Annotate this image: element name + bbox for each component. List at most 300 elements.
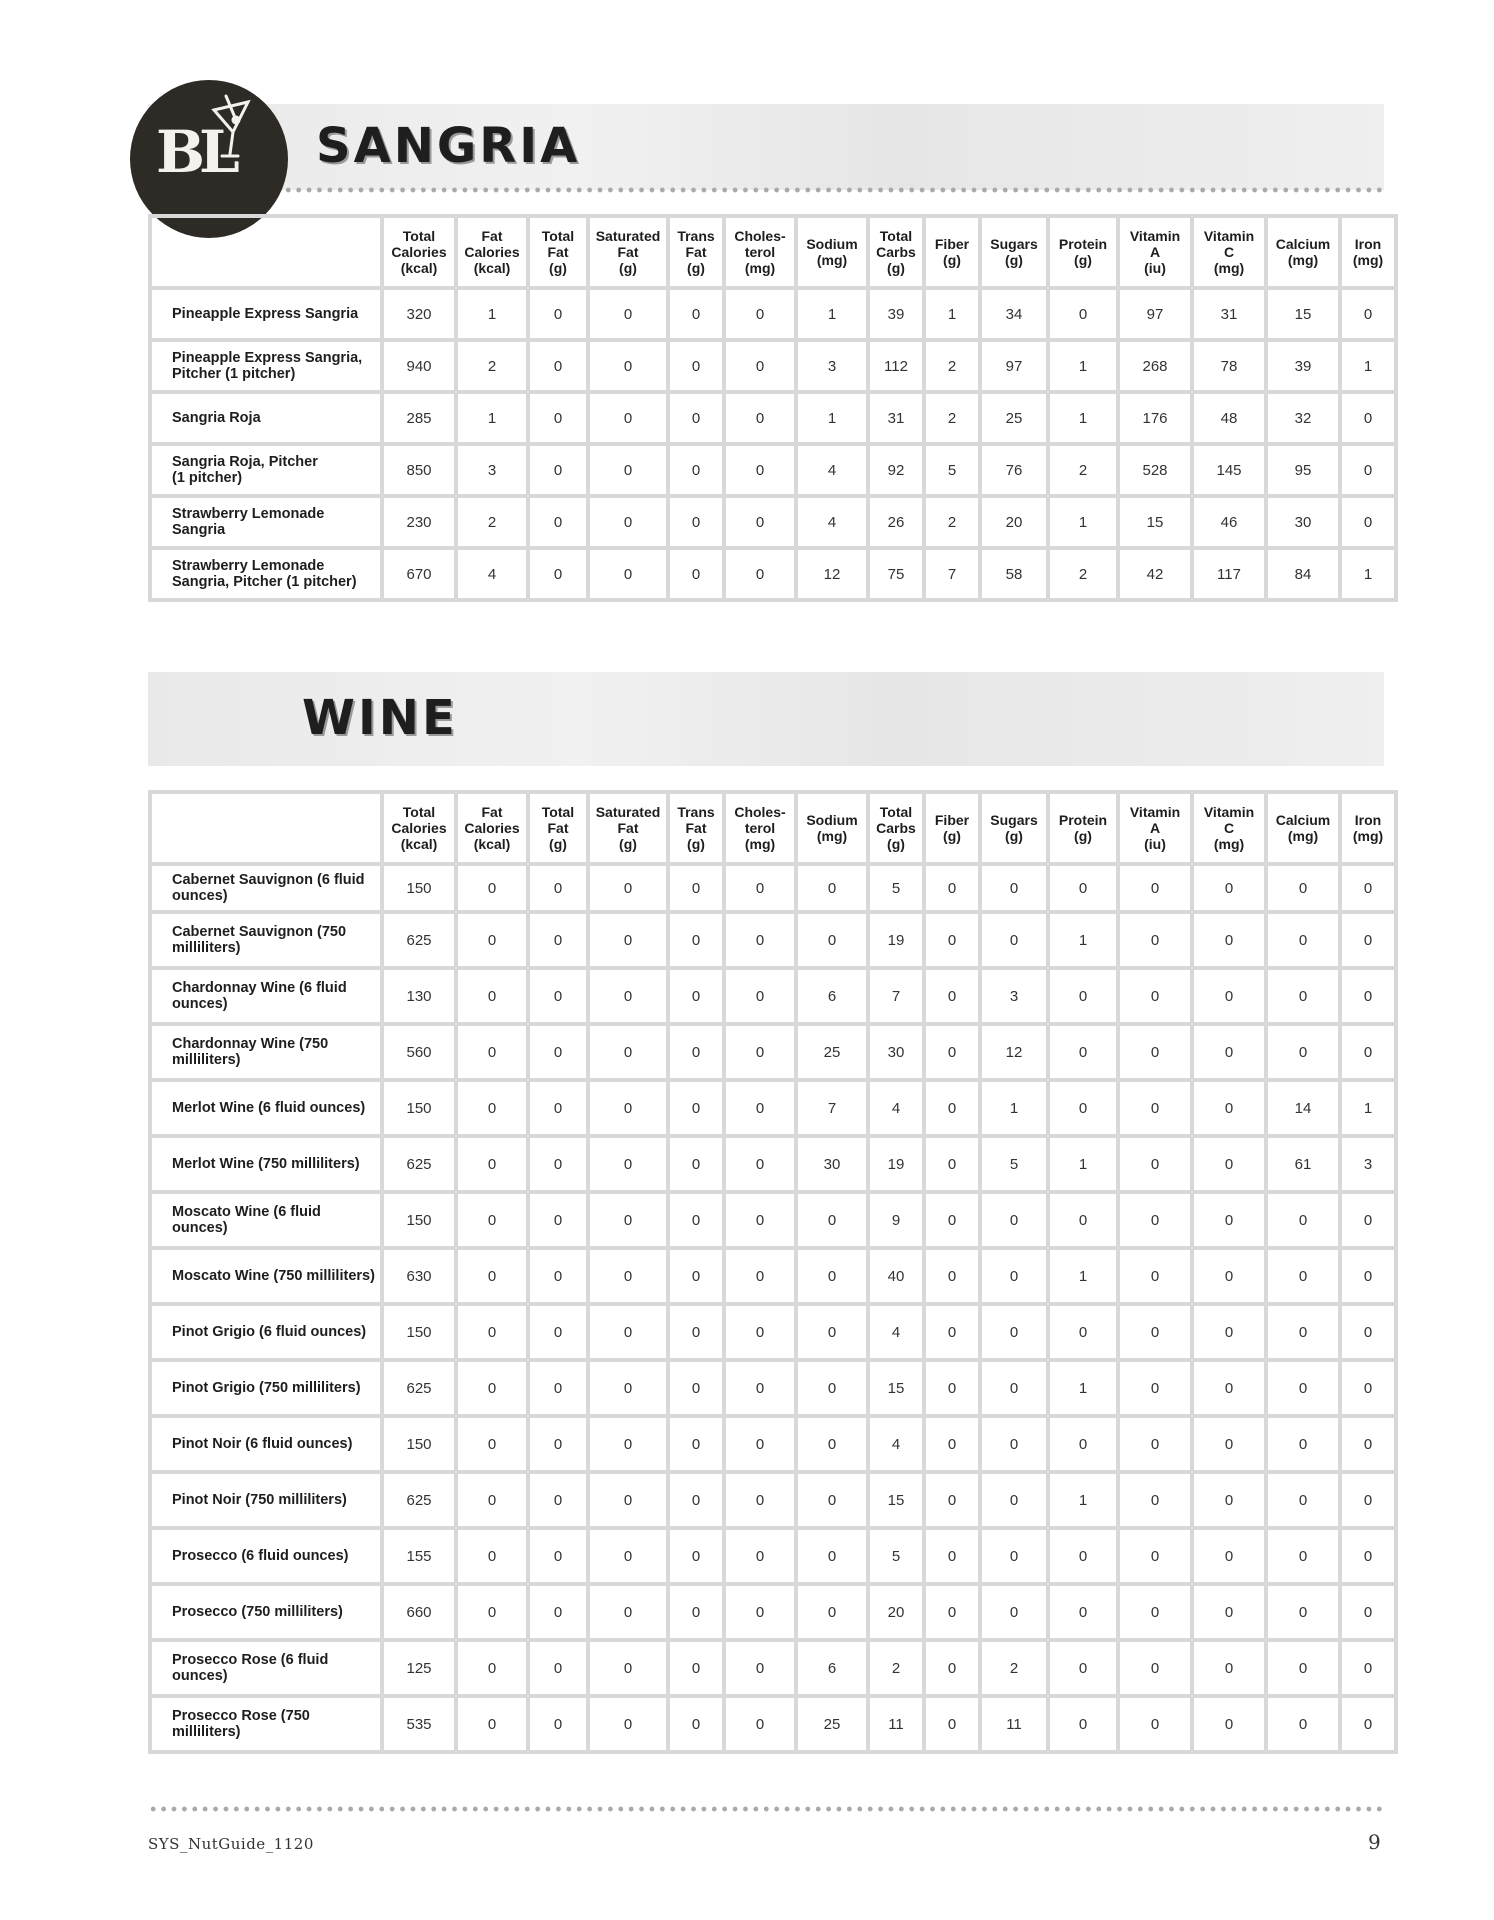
nutrient-value: 150 [382, 864, 456, 912]
nutrient-value: 285 [382, 392, 456, 444]
nutrient-value: 0 [980, 912, 1048, 968]
nutrient-value: 0 [1340, 1248, 1396, 1304]
nutrient-value: 26 [868, 496, 924, 548]
nutrient-value: 0 [980, 1360, 1048, 1416]
nutrient-value: 0 [1118, 1080, 1192, 1136]
nutrient-value: 30 [796, 1136, 868, 1192]
nutrient-value: 1 [456, 288, 528, 340]
nutrient-value: 0 [1118, 1192, 1192, 1248]
nutrient-value: 40 [868, 1248, 924, 1304]
nutrient-value: 0 [1266, 1360, 1340, 1416]
nutrient-value: 2 [924, 392, 980, 444]
nutrient-value: 0 [456, 1528, 528, 1584]
table-row [150, 1472, 1396, 1528]
nutrient-value: 4 [868, 1304, 924, 1360]
nutrient-value: 0 [528, 1696, 588, 1752]
nutrient-value: 0 [588, 392, 668, 444]
table-row [150, 1304, 1396, 1360]
item-column-header [150, 792, 382, 864]
nutrient-value: 0 [1048, 1080, 1118, 1136]
nutrient-value: 4 [868, 1416, 924, 1472]
nutrient-value: 176 [1118, 392, 1192, 444]
nutrient-value: 0 [1340, 1696, 1396, 1752]
nutrient-value: 32 [1266, 392, 1340, 444]
nutrient-value: 39 [868, 288, 924, 340]
nutrient-value: 0 [668, 1584, 724, 1640]
nutrient-value: 0 [1192, 968, 1266, 1024]
nutrient-value: 0 [1266, 1584, 1340, 1640]
nutrient-value: 7 [868, 968, 924, 1024]
nutrient-value: 0 [528, 392, 588, 444]
nutrient-value: 0 [1048, 1584, 1118, 1640]
table-row [150, 1528, 1396, 1584]
nutrient-value: 1 [1048, 1360, 1118, 1416]
nutrient-value: 0 [796, 1416, 868, 1472]
nutrient-value: 0 [796, 1584, 868, 1640]
nutrient-value: 0 [1192, 1248, 1266, 1304]
nutrient-value: 0 [456, 1248, 528, 1304]
nutrient-value: 0 [1340, 968, 1396, 1024]
nutrient-value: 0 [924, 1584, 980, 1640]
sangria-dotted-divider [148, 187, 1384, 193]
nutrient-value: 0 [1192, 1080, 1266, 1136]
nutrient-value: 0 [668, 1248, 724, 1304]
nutrient-value: 0 [796, 1528, 868, 1584]
nutrient-value: 15 [1118, 496, 1192, 548]
nutrient-value: 0 [724, 1472, 796, 1528]
nutrient-value: 48 [1192, 392, 1266, 444]
table-row [150, 1136, 1396, 1192]
nutrient-value: 0 [668, 864, 724, 912]
item-name: Sangria Roja [150, 392, 382, 444]
nutrient-value: 0 [668, 1640, 724, 1696]
nutrient-value: 0 [528, 496, 588, 548]
nutrient-value: 0 [796, 1192, 868, 1248]
nutrient-value: 0 [980, 1248, 1048, 1304]
nutrient-value: 1 [1048, 340, 1118, 392]
nutrient-value: 0 [668, 1416, 724, 1472]
nutrient-value: 3 [796, 340, 868, 392]
nutrient-value: 0 [588, 1248, 668, 1304]
nutrient-value: 61 [1266, 1136, 1340, 1192]
nutrient-value: 0 [980, 1584, 1048, 1640]
wine-banner [148, 672, 1384, 766]
nutrient-value: 0 [1048, 968, 1118, 1024]
nutrient-value: 15 [868, 1472, 924, 1528]
nutrient-value: 31 [1192, 288, 1266, 340]
nutrient-value: 0 [796, 1360, 868, 1416]
nutrient-value: 0 [456, 1584, 528, 1640]
nutrient-value: 0 [924, 864, 980, 912]
nutrient-value: 670 [382, 548, 456, 600]
nutrient-value: 0 [528, 1416, 588, 1472]
table-row [150, 1080, 1396, 1136]
nutrient-value: 0 [724, 340, 796, 392]
nutrient-value: 0 [724, 1304, 796, 1360]
nutrient-value: 0 [724, 1416, 796, 1472]
nutrient-value: 0 [1266, 1528, 1340, 1584]
nutrient-value: 0 [980, 864, 1048, 912]
nutrient-value: 5 [868, 1528, 924, 1584]
nutrient-value: 0 [668, 1192, 724, 1248]
nutrient-value: 125 [382, 1640, 456, 1696]
nutrient-value: 0 [668, 1080, 724, 1136]
nutrient-value: 0 [528, 1080, 588, 1136]
table-row [150, 288, 1396, 340]
nutrient-value: 97 [980, 340, 1048, 392]
table-row [150, 968, 1396, 1024]
nutrient-value: 0 [1266, 1472, 1340, 1528]
nutrient-value: 75 [868, 548, 924, 600]
nutrient-value: 0 [1118, 1696, 1192, 1752]
nutrient-value: 0 [528, 1528, 588, 1584]
nutrient-value: 0 [924, 1696, 980, 1752]
nutrient-value: 0 [924, 1192, 980, 1248]
nutrient-value: 0 [528, 1192, 588, 1248]
nutrient-value: 0 [1192, 1304, 1266, 1360]
nutrient-value: 0 [1118, 968, 1192, 1024]
nutrient-value: 97 [1118, 288, 1192, 340]
nutrient-value: 1 [1048, 496, 1118, 548]
nutrient-value: 5 [980, 1136, 1048, 1192]
item-name: Cabernet Sauvignon (750 milliliters) [150, 912, 382, 968]
column-header: Fiber (g) [924, 792, 980, 864]
nutrient-value: 0 [1048, 1528, 1118, 1584]
nutrient-value: 150 [382, 1192, 456, 1248]
item-name: Strawberry Lemonade Sangria [150, 496, 382, 548]
nutrient-value: 0 [456, 1360, 528, 1416]
column-header: Calcium (mg) [1266, 216, 1340, 288]
column-header: Sugars (g) [980, 792, 1048, 864]
nutrient-value: 0 [668, 1528, 724, 1584]
nutrient-value: 0 [528, 1360, 588, 1416]
nutrient-value: 0 [1118, 1528, 1192, 1584]
sangria-nutrition-table [148, 214, 1398, 602]
item-name: Pinot Grigio (6 fluid ounces) [150, 1304, 382, 1360]
nutrient-value: 0 [1118, 1304, 1192, 1360]
nutrient-value: 0 [588, 1192, 668, 1248]
nutrient-value: 0 [456, 1640, 528, 1696]
nutrient-value: 0 [1118, 1584, 1192, 1640]
nutrient-value: 0 [1340, 864, 1396, 912]
nutrient-value: 0 [588, 288, 668, 340]
table-row [150, 1640, 1396, 1696]
nutrient-value: 0 [588, 1640, 668, 1696]
nutrient-value: 14 [1266, 1080, 1340, 1136]
nutrient-value: 0 [668, 968, 724, 1024]
nutrient-value: 30 [1266, 496, 1340, 548]
nutrient-value: 0 [724, 1248, 796, 1304]
nutrient-value: 0 [1048, 1304, 1118, 1360]
column-header: Vitamin C (mg) [1192, 792, 1266, 864]
nutrient-value: 112 [868, 340, 924, 392]
nutrient-value: 0 [456, 1192, 528, 1248]
logo-text: BL [156, 118, 234, 186]
table-header-row [150, 792, 1396, 864]
nutrient-value: 19 [868, 912, 924, 968]
nutrient-value: 0 [588, 1528, 668, 1584]
nutrient-value: 0 [924, 1080, 980, 1136]
nutrient-value: 0 [588, 864, 668, 912]
column-header: Choles- terol (mg) [724, 792, 796, 864]
nutrient-value: 0 [724, 1024, 796, 1080]
nutrient-value: 0 [588, 496, 668, 548]
table-row [150, 1024, 1396, 1080]
item-name: Pineapple Express Sangria [150, 288, 382, 340]
column-header: Total Calories (kcal) [382, 792, 456, 864]
nutrient-value: 0 [980, 1192, 1048, 1248]
nutrient-value: 95 [1266, 444, 1340, 496]
nutrient-value: 0 [1340, 1416, 1396, 1472]
nutrient-value: 0 [1048, 864, 1118, 912]
nutrient-value: 0 [980, 1472, 1048, 1528]
table-row [150, 1696, 1396, 1752]
nutrient-value: 0 [528, 1024, 588, 1080]
nutrient-value: 4 [796, 444, 868, 496]
item-name: Pinot Noir (6 fluid ounces) [150, 1416, 382, 1472]
nutrient-value: 560 [382, 1024, 456, 1080]
nutrient-value: 0 [724, 864, 796, 912]
nutrient-value: 0 [528, 968, 588, 1024]
nutrient-value: 0 [668, 912, 724, 968]
nutrient-value: 0 [796, 1248, 868, 1304]
nutrient-value: 0 [924, 1640, 980, 1696]
nutrient-value: 0 [528, 912, 588, 968]
nutrient-value: 1 [1340, 548, 1396, 600]
nutrient-value: 0 [528, 1640, 588, 1696]
nutrient-value: 630 [382, 1248, 456, 1304]
nutrient-value: 625 [382, 1136, 456, 1192]
nutrient-value: 155 [382, 1528, 456, 1584]
sangria-title: SANGRIA [316, 118, 581, 174]
nutrient-value: 42 [1118, 548, 1192, 600]
nutrient-value: 0 [1048, 1416, 1118, 1472]
nutrient-value: 0 [924, 1248, 980, 1304]
table-row [150, 912, 1396, 968]
column-header: Iron (mg) [1340, 216, 1396, 288]
nutrient-value: 0 [724, 392, 796, 444]
nutrient-value: 0 [1266, 864, 1340, 912]
nutrient-value: 0 [528, 1248, 588, 1304]
nutrient-value: 0 [588, 912, 668, 968]
nutrient-value: 4 [796, 496, 868, 548]
nutrient-value: 268 [1118, 340, 1192, 392]
nutrient-value: 1 [1048, 1248, 1118, 1304]
nutrient-value: 0 [1340, 1192, 1396, 1248]
nutrient-value: 0 [456, 1696, 528, 1752]
item-name: Prosecco Rose (750 milliliters) [150, 1696, 382, 1752]
column-header: Sodium (mg) [796, 216, 868, 288]
nutrient-value: 1 [1048, 392, 1118, 444]
nutrient-value: 0 [1266, 968, 1340, 1024]
nutrient-value: 0 [1192, 1136, 1266, 1192]
nutrient-value: 0 [668, 1360, 724, 1416]
nutrient-value: 0 [724, 912, 796, 968]
nutrient-value: 660 [382, 1584, 456, 1640]
nutrient-value: 0 [724, 288, 796, 340]
nutrient-value: 0 [1266, 1024, 1340, 1080]
nutrient-value: 0 [1340, 496, 1396, 548]
nutrient-value: 19 [868, 1136, 924, 1192]
nutrient-value: 0 [528, 1584, 588, 1640]
nutrient-value: 850 [382, 444, 456, 496]
item-name: Pineapple Express Sangria, Pitcher (1 pitcher) [150, 340, 382, 392]
nutrient-value: 150 [382, 1080, 456, 1136]
nutrient-value: 0 [796, 912, 868, 968]
nutrient-value: 0 [588, 1416, 668, 1472]
nutrient-value: 625 [382, 1360, 456, 1416]
item-column-header [150, 216, 382, 288]
nutrient-value: 0 [1340, 288, 1396, 340]
table-row [150, 548, 1396, 600]
column-header: Saturated Fat (g) [588, 216, 668, 288]
nutrient-value: 940 [382, 340, 456, 392]
column-header: Trans Fat (g) [668, 792, 724, 864]
nutrient-value: 0 [1266, 1192, 1340, 1248]
nutrient-value: 0 [668, 392, 724, 444]
column-header: Total Fat (g) [528, 216, 588, 288]
column-header: Fiber (g) [924, 216, 980, 288]
nutrient-value: 0 [1192, 1192, 1266, 1248]
nutrient-value: 0 [924, 1024, 980, 1080]
nutrient-value: 2 [456, 496, 528, 548]
nutrient-value: 0 [668, 340, 724, 392]
nutrient-value: 3 [1340, 1136, 1396, 1192]
table-row [150, 392, 1396, 444]
nutrient-value: 58 [980, 548, 1048, 600]
nutrient-value: 3 [456, 444, 528, 496]
nutrient-value: 0 [924, 1304, 980, 1360]
nutrient-value: 0 [1118, 1024, 1192, 1080]
nutrient-value: 0 [1048, 1192, 1118, 1248]
table-row [150, 1248, 1396, 1304]
nutrient-value: 0 [724, 1360, 796, 1416]
nutrient-value: 0 [1118, 1360, 1192, 1416]
nutrient-value: 0 [980, 1416, 1048, 1472]
item-name: Merlot Wine (750 milliliters) [150, 1136, 382, 1192]
nutrient-value: 0 [724, 1640, 796, 1696]
nutrient-value: 0 [1118, 1640, 1192, 1696]
nutrient-value: 0 [528, 1304, 588, 1360]
nutrient-value: 0 [1340, 1360, 1396, 1416]
nutrient-value: 39 [1266, 340, 1340, 392]
wine-title: WINE [302, 690, 458, 746]
nutrient-value: 0 [1340, 912, 1396, 968]
wine-nutrition-table [148, 790, 1398, 1754]
item-name: Sangria Roja, Pitcher (1 pitcher) [150, 444, 382, 496]
nutrient-value: 11 [868, 1696, 924, 1752]
nutrient-value: 230 [382, 496, 456, 548]
nutrient-value: 92 [868, 444, 924, 496]
nutrient-value: 0 [724, 968, 796, 1024]
item-name: Cabernet Sauvignon (6 fluid ounces) [150, 864, 382, 912]
nutrient-value: 320 [382, 288, 456, 340]
column-header: Choles- terol (mg) [724, 216, 796, 288]
nutrient-value: 0 [528, 340, 588, 392]
nutrient-value: 0 [456, 912, 528, 968]
nutrient-value: 0 [1192, 1696, 1266, 1752]
nutrient-value: 0 [588, 968, 668, 1024]
table-row [150, 496, 1396, 548]
footer-dotted-divider [148, 1806, 1384, 1812]
nutrient-value: 0 [456, 968, 528, 1024]
nutrient-value: 0 [456, 1416, 528, 1472]
nutrient-value: 535 [382, 1696, 456, 1752]
nutrient-value: 1 [980, 1080, 1048, 1136]
nutrient-value: 30 [868, 1024, 924, 1080]
item-name: Strawberry Lemonade Sangria, Pitcher (1 pitcher) [150, 548, 382, 600]
column-header: Total Calories (kcal) [382, 216, 456, 288]
nutrient-value: 0 [668, 1472, 724, 1528]
nutrient-value: 0 [924, 912, 980, 968]
table-row [150, 444, 1396, 496]
nutrient-value: 20 [980, 496, 1048, 548]
nutrient-value: 1 [924, 288, 980, 340]
nutrient-value: 150 [382, 1416, 456, 1472]
nutrient-value: 0 [1340, 444, 1396, 496]
column-header: Fat Calories (kcal) [456, 792, 528, 864]
nutrient-value: 0 [924, 1416, 980, 1472]
nutrient-value: 625 [382, 912, 456, 968]
nutrient-value: 0 [724, 496, 796, 548]
nutrient-value: 0 [1340, 1024, 1396, 1080]
nutrient-value: 0 [588, 548, 668, 600]
nutrient-value: 0 [1192, 1584, 1266, 1640]
nutrient-value: 0 [724, 548, 796, 600]
nutrient-value: 0 [924, 1136, 980, 1192]
nutrient-value: 0 [924, 1528, 980, 1584]
nutrient-value: 0 [528, 1136, 588, 1192]
nutrient-value: 0 [588, 1696, 668, 1752]
nutrient-value: 1 [1048, 1472, 1118, 1528]
column-header: Vitamin C (mg) [1192, 216, 1266, 288]
nutrient-value: 0 [588, 1136, 668, 1192]
nutrient-value: 2 [924, 496, 980, 548]
nutrient-value: 0 [528, 864, 588, 912]
column-header: Iron (mg) [1340, 792, 1396, 864]
nutrient-value: 0 [796, 864, 868, 912]
column-header: Total Carbs (g) [868, 792, 924, 864]
nutrient-value: 0 [724, 1136, 796, 1192]
nutrient-value: 0 [668, 1136, 724, 1192]
nutrient-value: 0 [796, 1304, 868, 1360]
nutrient-value: 0 [528, 1472, 588, 1528]
nutrient-value: 0 [1266, 912, 1340, 968]
nutrient-value: 117 [1192, 548, 1266, 600]
nutrient-value: 0 [1266, 1248, 1340, 1304]
footer-document-code: SYS_NutGuide_1120 [148, 1835, 314, 1853]
nutrient-value: 0 [924, 1360, 980, 1416]
nutrient-value: 0 [528, 548, 588, 600]
nutrient-value: 0 [668, 1024, 724, 1080]
nutrient-value: 0 [456, 1024, 528, 1080]
nutrient-value: 625 [382, 1472, 456, 1528]
nutrient-value: 0 [456, 1080, 528, 1136]
nutrient-value: 0 [1192, 1528, 1266, 1584]
sangria-banner [148, 104, 1384, 190]
item-name: Chardonnay Wine (6 fluid ounces) [150, 968, 382, 1024]
nutrient-value: 9 [868, 1192, 924, 1248]
table-row [150, 1192, 1396, 1248]
nutrient-value: 12 [796, 548, 868, 600]
nutrient-value: 4 [456, 548, 528, 600]
item-name: Moscato Wine (6 fluid ounces) [150, 1192, 382, 1248]
nutrient-value: 0 [668, 548, 724, 600]
nutrient-value: 2 [1048, 444, 1118, 496]
nutrient-value: 0 [1048, 288, 1118, 340]
nutrient-value: 0 [724, 1080, 796, 1136]
nutrient-value: 0 [588, 1360, 668, 1416]
